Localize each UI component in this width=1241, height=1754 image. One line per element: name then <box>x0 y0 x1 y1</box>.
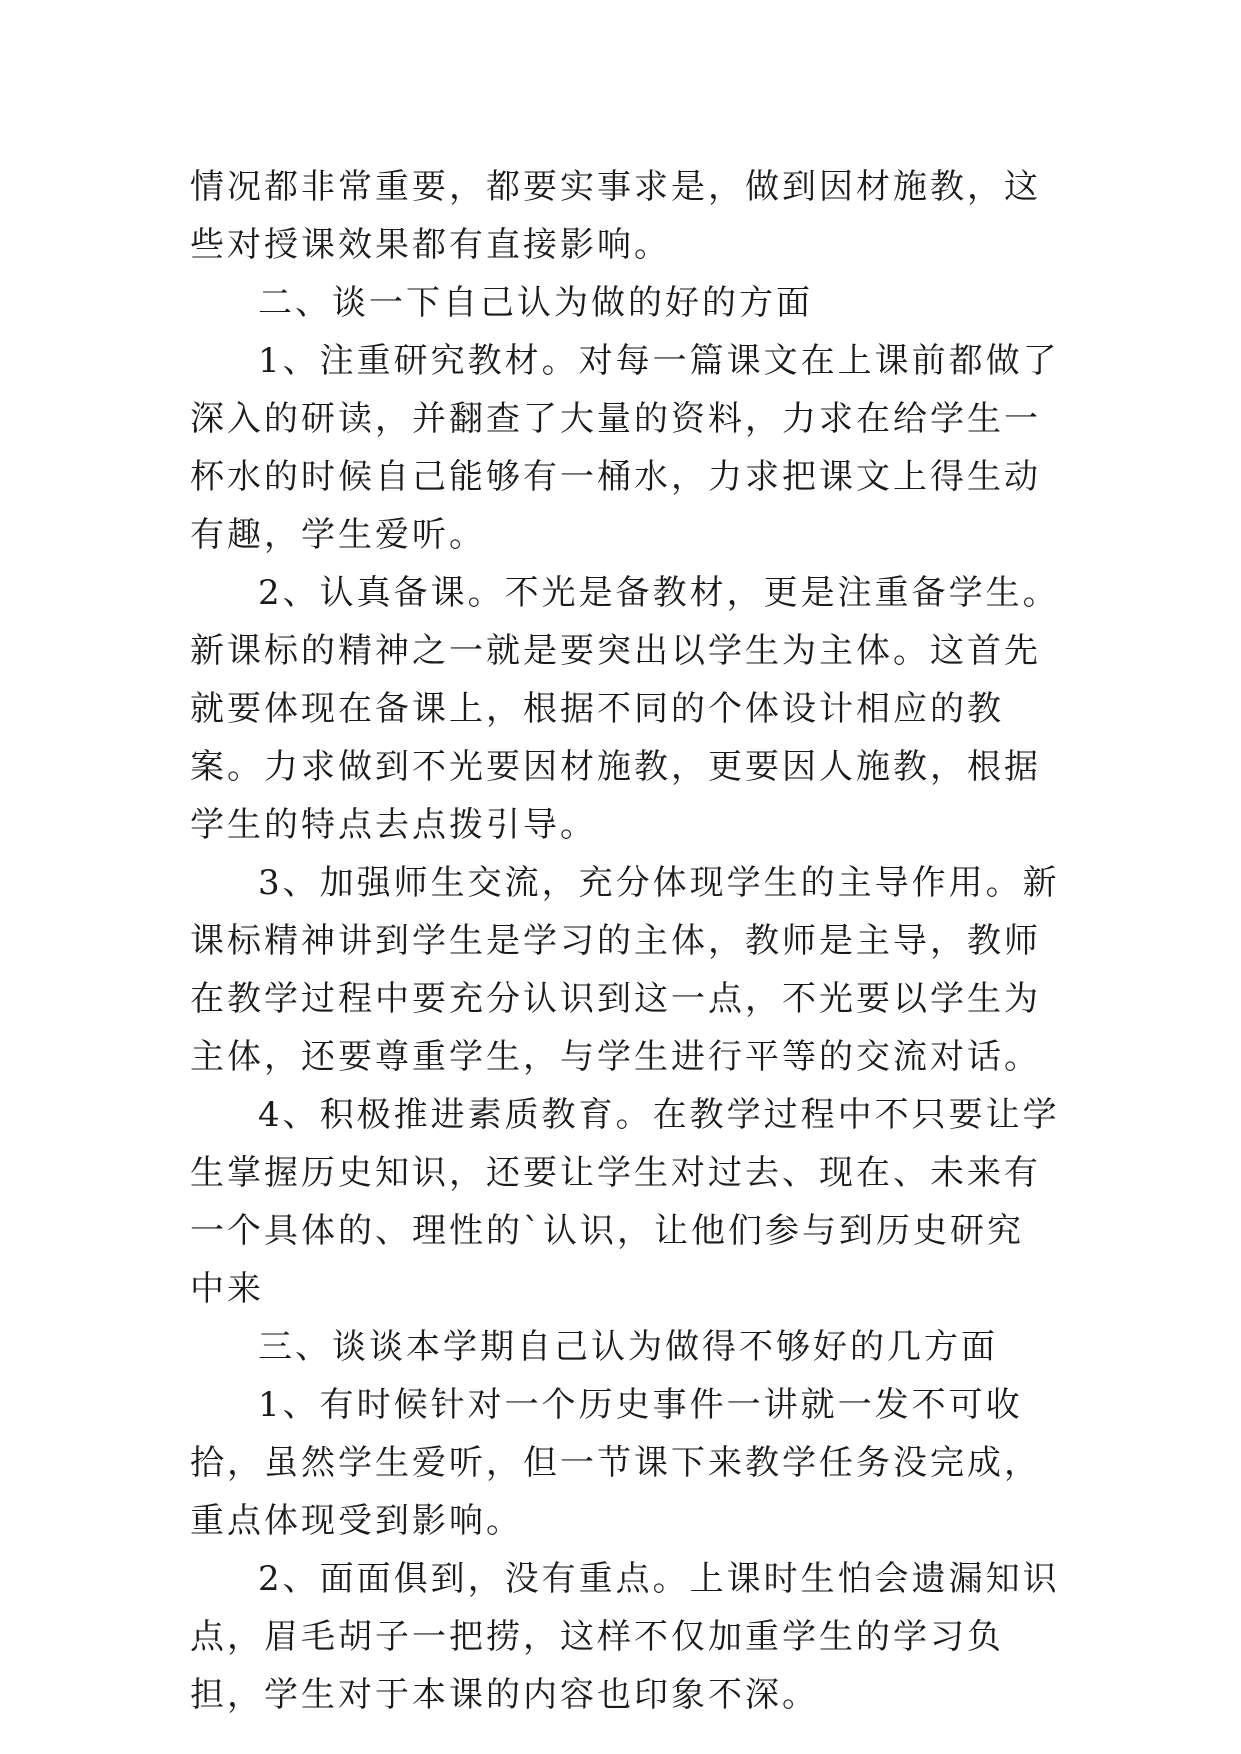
section-heading-3: 三、谈谈本学期自己认为做得不够好的几方面 <box>258 1327 998 1367</box>
paragraph-9: 2、面面俱到，没有重点。上课时生怕会遗漏知识点，眉毛胡子一把捞，这样不仅加重学生的学习负担，学生对于本课的内容也印象不深。 <box>190 1559 1060 1715</box>
paragraph-6: 4、积极推进素质教育。在教学过程中不只要让学生掌握历史知识，还要让学生对过去、现在、未来有一个具体的、理性的`认识，让他们参与到历史研究中来 <box>190 1095 1060 1309</box>
document-body <box>190 158 1060 1724</box>
paragraph-1: 情况都非常重要，都要实事求是，做到因材施教，这些对授课效果都有直接影响。 <box>190 167 1041 265</box>
paragraph-5: 3、加强师生交流，充分体现学生的主导作用。新课标精神讲到学生是学习的主体，教师是主导，教师在教学过程中要充分认识到这一点，不光要以学生为主体，还要尊重学生，与学生进行平等的交流对话。 <box>190 863 1060 1077</box>
paragraph-3: 1、注重研究教材。对每一篇课文在上课前都做了深入的研读，并翻查了大量的资料，力求在给学生一杯水的时候自己能够有一桶水，力求把课文上得生动有趣，学生爱听。 <box>190 341 1060 555</box>
section-heading-2: 二、谈一下自己认为做的好的方面 <box>258 283 813 323</box>
paragraph-4: 2、认真备课。不光是备教材，更是注重备学生。新课标的精神之一就是要突出以学生为主体。这首先就要体现在备课上，根据不同的个体设计相应的教案。力求做到不光要因材施教，更要因人施教，根据学生的特点去点拨引导。 <box>190 573 1060 845</box>
paragraph-8: 1、有时候针对一个历史事件一讲就一发不可收拾，虽然学生爱听，但一节课下来教学任务没完成，重点体现受到影响。 <box>190 1385 1041 1541</box>
